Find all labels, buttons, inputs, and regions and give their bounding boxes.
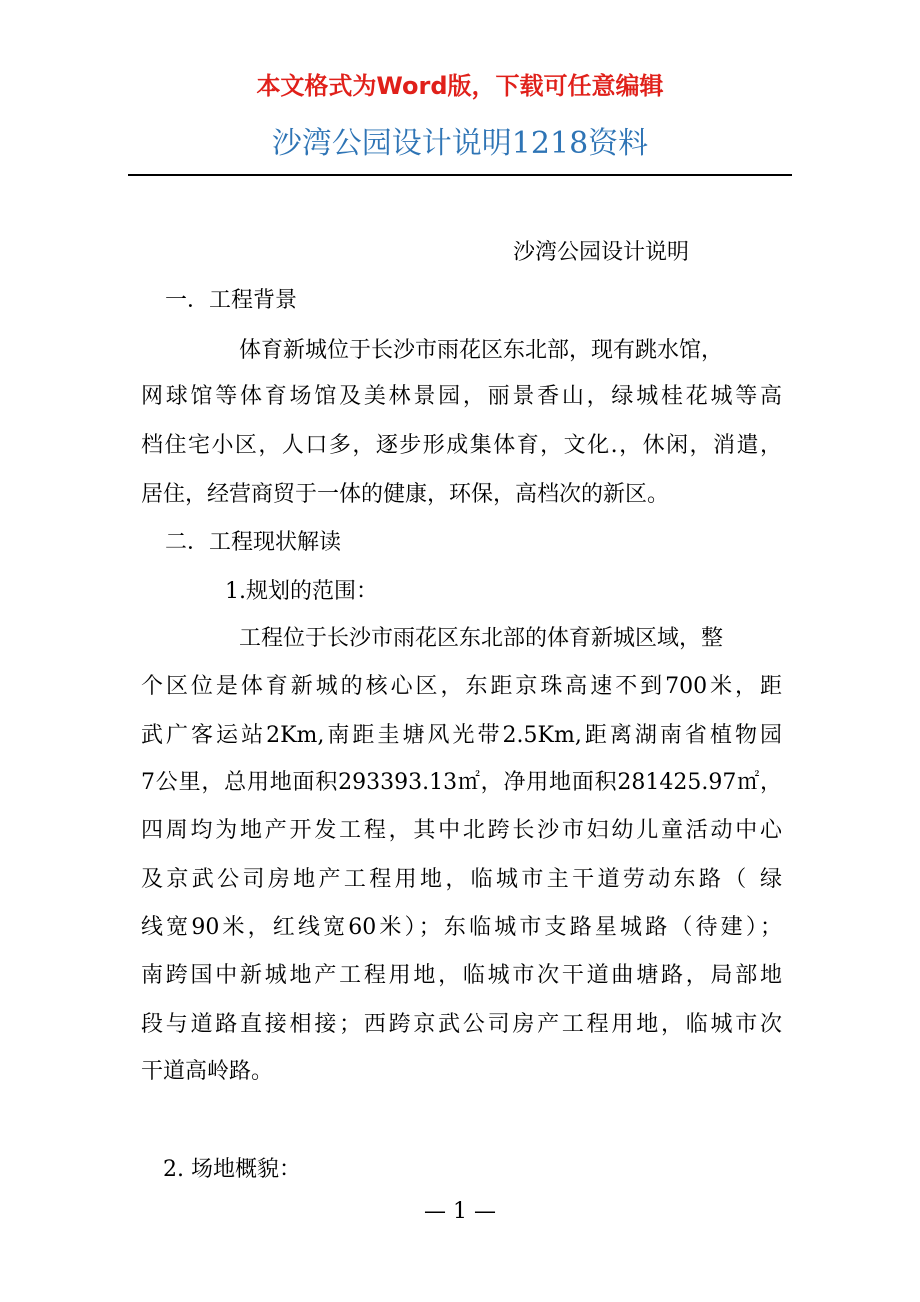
paragraph-line xyxy=(141,672,782,702)
paragraph-line-text: 档住宅小区，人口多，逐步形成集体育，文化.，休闲，消遣， xyxy=(141,433,782,458)
document-title: 沙湾公园设计说明1218资料 xyxy=(271,126,649,161)
paragraph-line-text: 及京武公司房地产工程用地，临城市主干道劳动东路（ 绿 xyxy=(141,867,782,892)
paragraph-line xyxy=(141,865,782,895)
subsection-heading-site: 2. 场地概貌： xyxy=(163,1157,301,1182)
paragraph-line xyxy=(141,721,782,751)
paragraph-line xyxy=(141,1010,782,1040)
section-subtitle: 沙湾公园设计说明 xyxy=(513,240,690,265)
paragraph-line-text: 段与道路直接相接；西跨京武公司房产工程用地，临城市次 xyxy=(141,1012,782,1037)
page-number: — 1 — xyxy=(424,1199,496,1224)
paragraph-line-text: 武广客运站2Km,南距圭塘风光带2.5Km,距离湖南省植物园 xyxy=(141,723,782,748)
paragraph-line-text: 个区位是体育新城的核心区，东距京珠高速不到700米，距 xyxy=(141,674,782,699)
paragraph-line xyxy=(141,431,782,461)
section-heading-status: 二．工程现状解读 xyxy=(165,530,342,555)
paragraph-line-text: 7公里，总用地面积293393.13㎡，净用地面积281425.97㎡， xyxy=(141,770,782,795)
paragraph-line: 工程位于长沙市雨花区东北部的体育新城区域，整 xyxy=(239,626,724,651)
paragraph-line-text: 南跨国中新城地产工程用地，临城市次干道曲塘路，局部地 xyxy=(141,963,782,988)
paragraph-line: 体育新城位于长沙市雨花区东北部，现有跳水馆， xyxy=(239,338,724,363)
paragraph-line xyxy=(141,382,782,412)
paragraph-line: 居住，经营商贸于一体的健康，环保，高档次的新区。 xyxy=(141,482,670,507)
subsection-heading-scope: 1.规划的范围： xyxy=(225,579,378,604)
paragraph-line xyxy=(141,768,782,798)
paragraph-line-text: 四周均为地产开发工程，其中北跨长沙市妇幼儿童活动中心 xyxy=(141,818,782,843)
download-banner: 本文格式为Word版，下载可任意编辑 xyxy=(256,72,664,100)
paragraph-line-text: 网球馆等体育场馆及美林景园，丽景香山，绿城桂花城等高 xyxy=(141,384,782,409)
header-divider xyxy=(128,174,792,176)
paragraph-line xyxy=(141,961,782,991)
paragraph-line-text: 线宽90米，红线宽60米）；东临城市支路星城路（待建）； xyxy=(141,915,782,940)
paragraph-line xyxy=(141,816,782,846)
paragraph-line xyxy=(141,913,782,943)
paragraph-line: 干道高岭路。 xyxy=(141,1059,274,1084)
section-heading-background: 一．工程背景 xyxy=(165,288,298,313)
